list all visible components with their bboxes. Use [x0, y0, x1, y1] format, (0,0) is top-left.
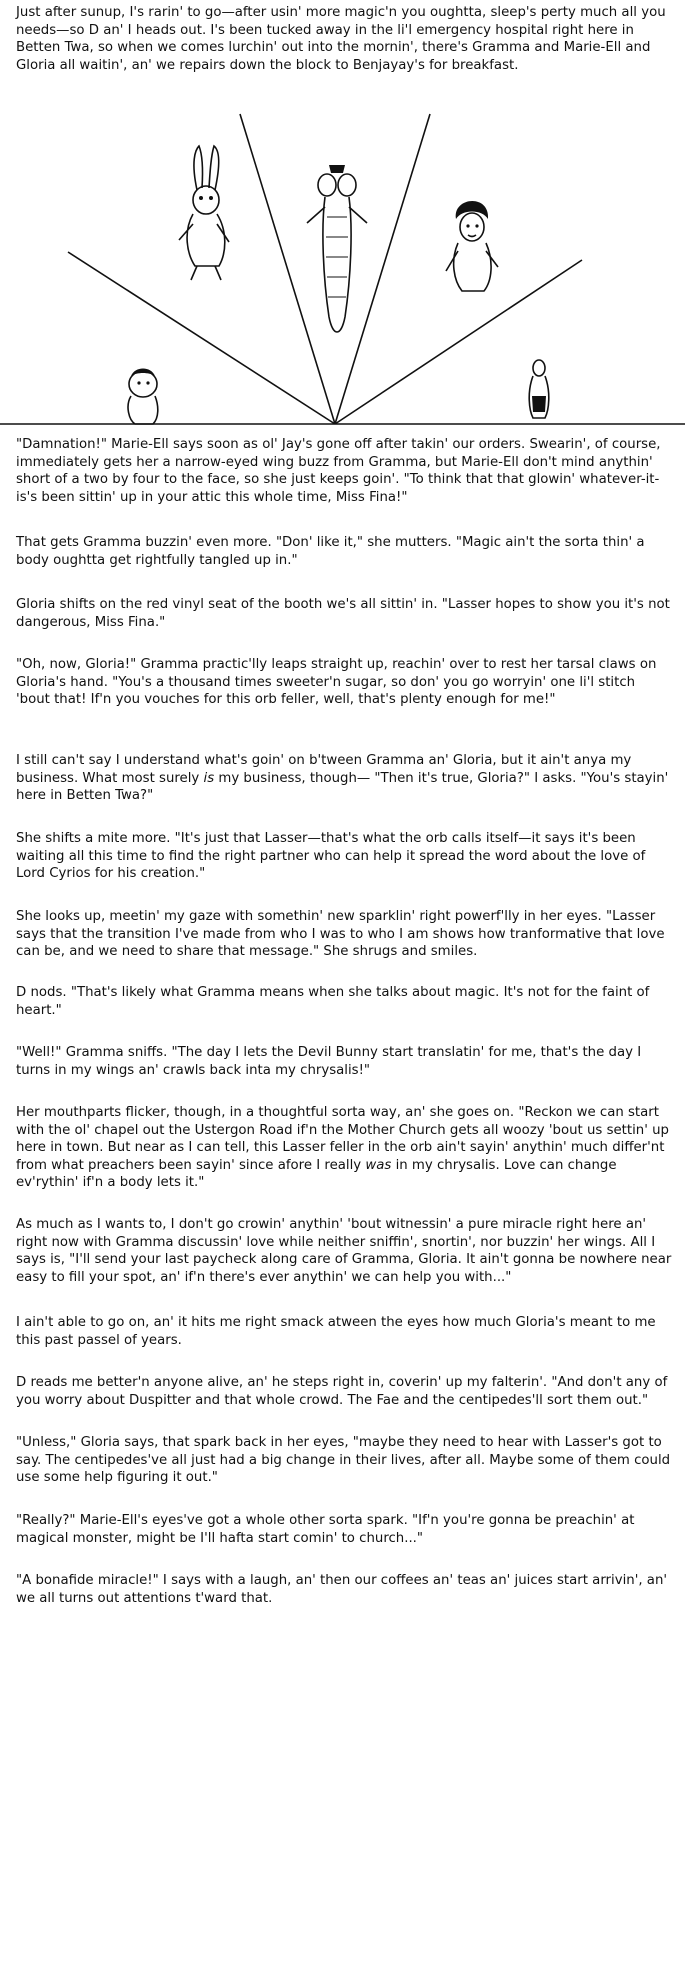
text-run: in my chrysalis. Love can change ev'rythin' if'n a body lets it."	[16, 1157, 617, 1191]
text-run: "Unless," Gloria says, that spark back in her eyes, "maybe they need to hear with Lasser's got to say. The centipedes've all just had a big change in their lives, after all. Maybe some of them could use some help figuring it out."	[16, 1435, 671, 1486]
paragraph	[16, 908, 672, 961]
text-run: "A bonafide miracle!" I says with a laugh, an' then our coffees an' teas an' juices start arrivin', an' we all turns out attentions t'ward that.	[16, 1573, 668, 1606]
doll-figure	[128, 369, 158, 425]
text-run: "Oh, now, Gloria!" Gramma practic'lly leaps straight up, reachin' over to rest her tarsal claws on Gloria's hand. "You's a thousand times sweeter'n sugar, so don' you go worryin' one li'l stitch 'bout that! If'n you vouches for this orb feller, well, that's plenty enough for me!"	[16, 657, 657, 708]
text-run: "Really?" Marie-Ell's eyes've got a whole other sorta spark. "If'n you're gonna be preachin' at magical monster, might be I'll hafta start comin' to church..."	[16, 1513, 635, 1546]
paragraph	[16, 752, 672, 805]
text-run: my business, though— "Then it's true, Gloria?" I asks. "You's stayin' here in Betten Twa?"	[16, 770, 669, 804]
paragraph	[16, 1104, 672, 1192]
paragraph	[16, 984, 672, 1019]
text-run: I ain't able to go on, an' it hits me right smack atween the eyes how much Gloria's meant to me this past passel of years.	[16, 1315, 656, 1348]
text-run: "Damnation!" Marie-Ell says soon as ol' Jay's gone off after takin' our orders. Swearin', of course, immediately gets her a narrow-eyed wing buzz from Gramma, but Marie-Ell don't mind anythin' short of a two by four to the face, so she just keeps goin'. "To think that that glowin' whatever-it-is's been sittin' up in your attic this whole time, Miss Fina!"	[16, 437, 661, 505]
woman-figure	[446, 201, 498, 291]
text-run: She looks up, meetin' my gaze with somethin' new sparklin' right powerf'lly in her eyes. "Lasser says that the transition I've made from who I was to who I am shows how tranformative that love can be, and we need to share that message." She shrugs and smiles.	[16, 909, 665, 960]
text-run: As much as I wants to, I don't go crowin' anythin' 'bout witnessin' a pure miracle right here an' right now with Gramma discussin' love while neither sniffin', snortin', nor buzzin' her wings. All I says is, "I'll send your last paycheck along care of Gramma, Gloria. It ain't gonna be nowhere near easy to fill your spot, an' if'n there's ever anythin' we can help you with..."	[16, 1217, 672, 1285]
text-run: I still can't say I understand what's goin' on b'tween Gramma an' Gloria, but it ain't anya my business. What most surely	[16, 753, 632, 786]
small-figure	[529, 360, 549, 418]
paragraph	[16, 4, 672, 74]
paragraph	[16, 596, 672, 631]
paragraph	[16, 1044, 672, 1079]
insect-figure	[307, 165, 367, 332]
bunny-figure	[179, 146, 229, 280]
text-run: Gloria shifts on the red vinyl seat of the booth we's all sittin' in. "Lasser hopes to show you it's not dangerous, Miss Fina."	[16, 597, 670, 630]
paragraph	[16, 534, 672, 569]
paragraph	[16, 1512, 672, 1547]
paragraph	[16, 1314, 672, 1349]
text-run: Her mouthparts flicker, though, in a thoughtful sorta way, an' she goes on. "Reckon we can start with the ol' chapel out the Ustergon Road if'n the Mother Church gets all woozy 'bout us settin' up here in town. But near as I can tell, this Lasser feller in the orb ain't sayin' anythin' much differ'nt from what preachers been sayin' since afore I really	[16, 1105, 669, 1173]
paragraph	[16, 830, 672, 883]
emphasis-text: was	[365, 1157, 392, 1173]
text-run: That gets Gramma buzzin' even more. "Don' like it," she mutters. "Magic ain't the sorta thin' a body oughtta get rightfully tangled up in."	[16, 535, 645, 568]
text-run: She shifts a mite more. "It's just that Lasser—that's what the orb calls itself—it says it's been waiting all this time to find the right partner who can help it spread the word about the love of Lord Cyrios for his creation."	[16, 831, 646, 882]
text-run: D reads me better'n anyone alive, an' he steps right in, coverin' up my falterin'. "And don't any of you worry about Duspitter and that whole crowd. The Fae and the centipedes'll sort them out."	[16, 1375, 668, 1408]
paragraph	[16, 1572, 672, 1607]
text-run: "Well!" Gramma sniffs. "The day I lets the Devil Bunny start translatin' for me, that's the day I turns in my wings an' crawls back inta my chrysalis!"	[16, 1045, 642, 1078]
text-run: Just after sunup, I's rarin' to go—after usin' more magic'n you oughtta, sleep's perty much all you needs—so D an' I heads out. I's been tucked away in the li'l emergency hospital right here in Betten Twa, so when we comes lurchin' out into the mornin', there's Gramma and Marie-Ell and Gloria all waitin', an' we repairs down the block to Benjayay's for breakfast.	[16, 5, 666, 73]
text-run: D nods. "That's likely what Gramma means when she talks about magic. It's not for the faint of heart."	[16, 985, 650, 1018]
paragraph	[16, 656, 672, 709]
paragraph	[16, 1434, 672, 1487]
paragraph	[16, 1216, 672, 1286]
paragraph	[16, 1374, 672, 1409]
paragraph	[16, 436, 672, 506]
emphasis-text: is	[203, 770, 215, 786]
divider-lines	[0, 114, 685, 424]
illustration	[0, 112, 685, 430]
